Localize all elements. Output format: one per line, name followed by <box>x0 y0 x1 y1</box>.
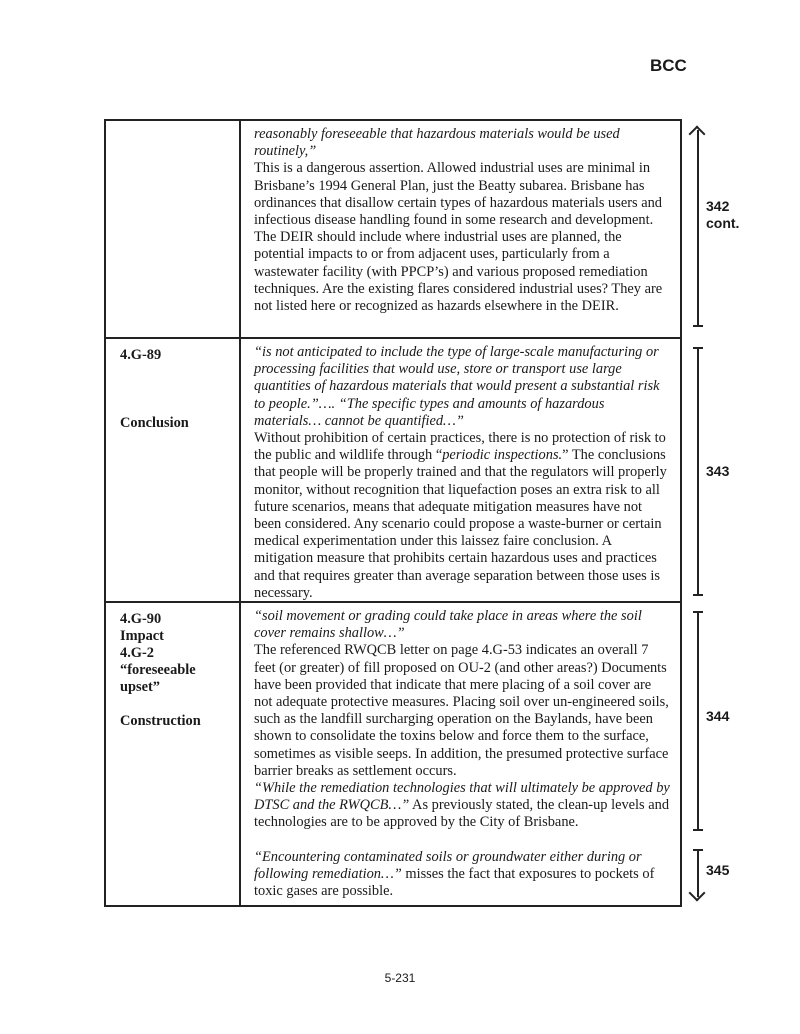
quoted-text: “is not anticipated to include the type of large-scale manufacturing or processing facilities that would use, store or transport use large quantities of hazardous materials that would present a substantial risk to people.”…. “The specific types and amounts of hazardous materials… cannot be quantified…” <box>254 344 660 429</box>
reference-label: Construction <box>120 713 201 729</box>
document-code: BCC <box>650 56 687 75</box>
comment-text: This is a dangerous assertion. Allowed industrial uses are minimal in Brisbane’s 1994 General Plan, just the Beatty subarea. Brisbane has ordinances that disallow certain types of hazardous materials users and infectious disease handling found in some research and development. The DEIR should include where industrial uses are planned, the potential impacts to or from adjacent uses, particularly from a wastewater facility (with PPCP’s) and various proposed remediation techniques. Are the existing flares considered industrial uses? They are not listed here or recognized as hazards elsewhere in the DEIR. <box>254 160 663 315</box>
comment-table <box>104 119 682 907</box>
reference-label: Impact <box>120 628 164 644</box>
comment-number-344: 344 <box>706 708 730 724</box>
comment-text: Without prohibition of certain practices, there is no protection of risk to the public and wildlife through “ <box>254 430 666 464</box>
quoted-text: “soil movement or grading could take place in areas where the soil cover remains shallow…” <box>254 608 642 642</box>
table-row <box>106 603 680 905</box>
comment-bracket-345 <box>697 849 699 897</box>
reference-cell <box>106 603 241 905</box>
comment-number-345: 345 <box>706 862 730 878</box>
reference-label: 4.G-2 <box>120 645 154 661</box>
reference-id: 4.G-90 <box>120 611 162 627</box>
bracket-end-tick <box>693 849 703 851</box>
comment-cell <box>241 603 680 905</box>
comment-text: misses the fact that exposures to pockets of toxic gases are possible. <box>254 865 655 900</box>
quoted-text: “While the remediation technologies that will ultimately be approved by DTSC and the RWQCB…” <box>254 780 670 814</box>
reference-cell <box>106 339 241 601</box>
bracket-end-tick <box>693 594 703 596</box>
reference-id: 4.G-89 <box>120 347 162 363</box>
quoted-text-inline: periodic inspections. <box>442 447 563 464</box>
table-row <box>106 339 680 603</box>
reference-label: Conclusion <box>120 415 189 431</box>
comment-text: ” The conclusions that people will be properly trained and that the regulators will properly monitor, without recognition that liquefaction poses an extra risk to all future scenarios, means that adequate mitigation measures have not been considered. Any scenario could propose a waste-burner or certain medical experimentation under this laissez faire conclusion. A mitigation measure that prohibits certain hazardous uses and practices and that requires greater than average separation between those uses is necessary. <box>254 447 667 601</box>
comment-number-342: 342 cont. <box>706 198 740 231</box>
comment-cell <box>241 339 680 601</box>
page-number: 5-231 <box>384 971 416 985</box>
comment-text: As previously stated, the clean-up levels and technologies are to be approved by the City of Brisbane. <box>254 797 670 831</box>
arrow-up-icon <box>689 126 706 143</box>
bracket-end-tick <box>693 611 703 613</box>
quoted-text: “Encountering contaminated soils or groundwater either during or following remediation…” <box>254 848 642 882</box>
reference-cell <box>106 121 241 337</box>
bracket-end-tick <box>693 325 703 327</box>
quoted-text: reasonably foreseeable that hazardous materials would be used routinely,” <box>254 126 620 160</box>
bracket-end-tick <box>693 829 703 831</box>
comment-text: The referenced RWQCB letter on page 4.G-53 indicates an overall 7 feet (or greater) of fill proposed on OU-2 (and other areas?) Documents have been provided that indicate that mere placing of a soil cover are not adequate protective measures. Placing soil over un-engineered soils, such as the landfill surcharging operation on the Baylands, have been shown to consolidate the toxins below and force them to the surface, sometimes as visible seeps. In addition, the presumed protective surface barrier breaks as settlement occurs. <box>254 642 669 779</box>
table-row <box>106 121 680 339</box>
reference-label: “foreseeable upset” <box>120 662 196 695</box>
comment-bracket-344 <box>697 611 699 831</box>
comment-cell <box>241 121 680 337</box>
bracket-end-tick <box>693 347 703 349</box>
comment-bracket-343 <box>697 347 699 596</box>
arrow-down-icon <box>689 885 706 902</box>
comment-bracket-342 <box>697 130 699 327</box>
comment-number-343: 343 <box>706 463 730 479</box>
